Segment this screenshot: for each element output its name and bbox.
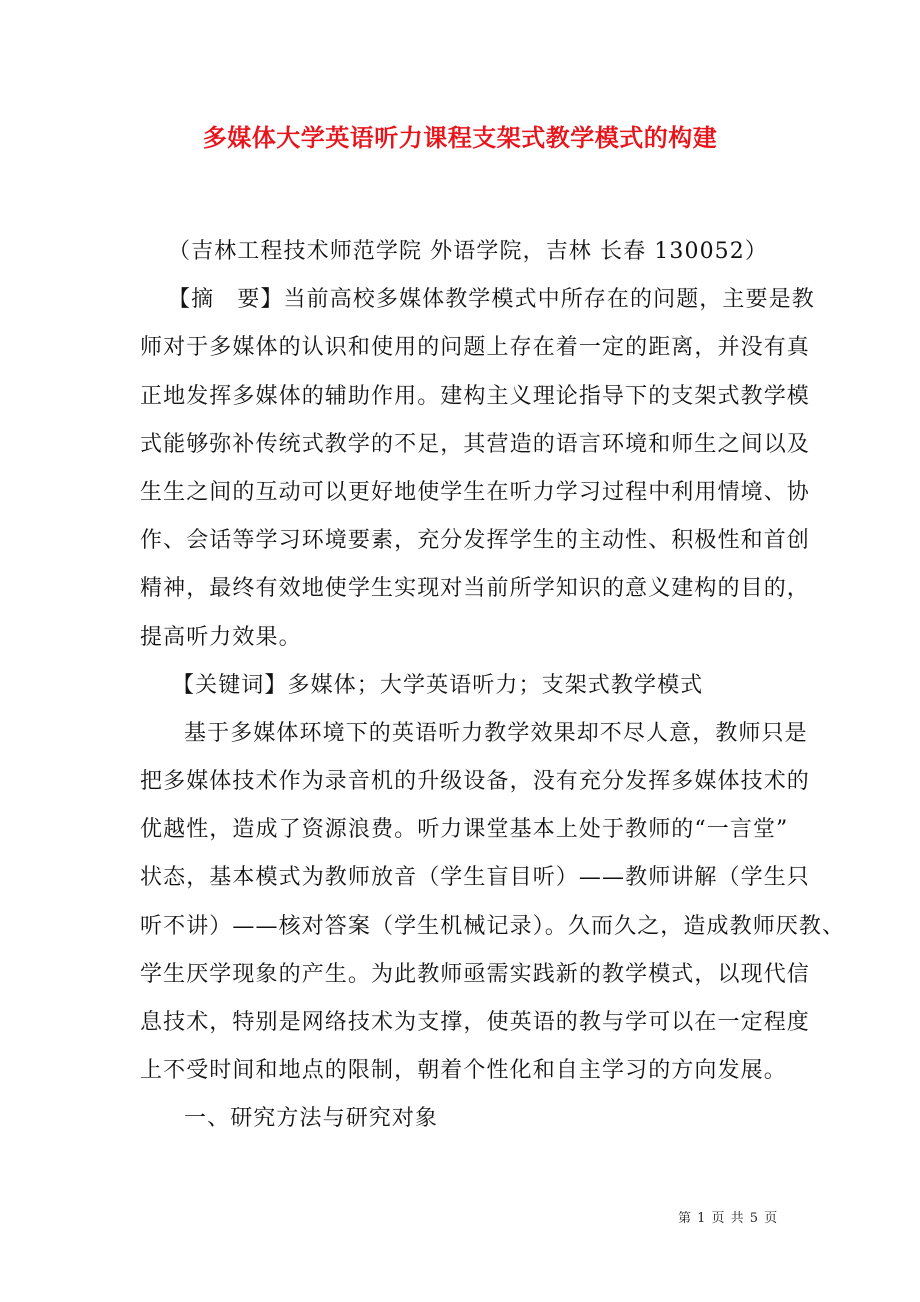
abstract: [140, 276, 815, 662]
paragraph-line: 听不讲）——核对答案（学生机械记录）。久而久之，造成教师厌教、: [140, 913, 846, 939]
abstract-line: 正地发挥多媒体的辅助作用。建构主义理论指导下的支架式教学模: [140, 383, 810, 409]
paragraph-line: 状态，基本模式为教师放音（学生盲目听）——教师讲解（学生只: [140, 865, 810, 891]
abstract-line: 师对于多媒体的认识和使用的问题上存在着一定的距离，并没有真: [140, 335, 810, 361]
paragraph-line: 基于多媒体环境下的英语听力教学效果却不尽人意，教师只是: [184, 720, 808, 746]
body-paragraph: [140, 710, 846, 1096]
paragraph-line: 优越性，造成了资源浪费。听力课堂基本上处于教师的“一言堂”: [140, 817, 789, 843]
paragraph-line: 把多媒体技术作为录音机的升级设备，没有充分发挥多媒体技术的: [140, 769, 810, 795]
paragraph-line: 上不受时间和地点的限制，朝着个性化和自主学习的方向发展。: [140, 1058, 787, 1084]
abstract-line: 【摘 要】当前高校多媒体教学模式中所存在的问题，主要是教: [168, 287, 815, 313]
abstract-line: 式能够弥补传统式教学的不足，其营造的语言环境和师生之间以及: [140, 431, 810, 457]
section-heading: 一、研究方法与研究对象: [184, 1106, 439, 1132]
keywords: 【关键词】多媒体；大学英语听力；支架式教学模式: [172, 672, 704, 698]
paragraph-line: 学生厌学现象的产生。为此教师亟需实践新的教学模式，以现代信: [140, 961, 810, 987]
paragraph-line: 息技术，特别是网络技术为支撑，使英语的教与学可以在一定程度: [140, 1010, 810, 1035]
abstract-line: 精神，最终有效地使学生实现对当前所学知识的意义建构的目的，: [140, 576, 810, 602]
abstract-line: 提高听力效果。: [140, 624, 302, 650]
page-number: 第 1 页 共 5 页: [678, 1211, 778, 1226]
document-title: 多媒体大学英语听力课程支架式教学模式的构建: [202, 123, 718, 152]
document-body: [140, 228, 846, 1144]
affiliation: （吉林工程技术师范学院 外语学院，吉林 长春 130052）: [168, 239, 768, 264]
abstract-line: 生生之间的互动可以更好地使学生在听力学习过程中利用情境、协: [140, 479, 810, 505]
abstract-line: 作、会话等学习环境要素，充分发挥学生的主动性、积极性和首创: [140, 528, 810, 554]
